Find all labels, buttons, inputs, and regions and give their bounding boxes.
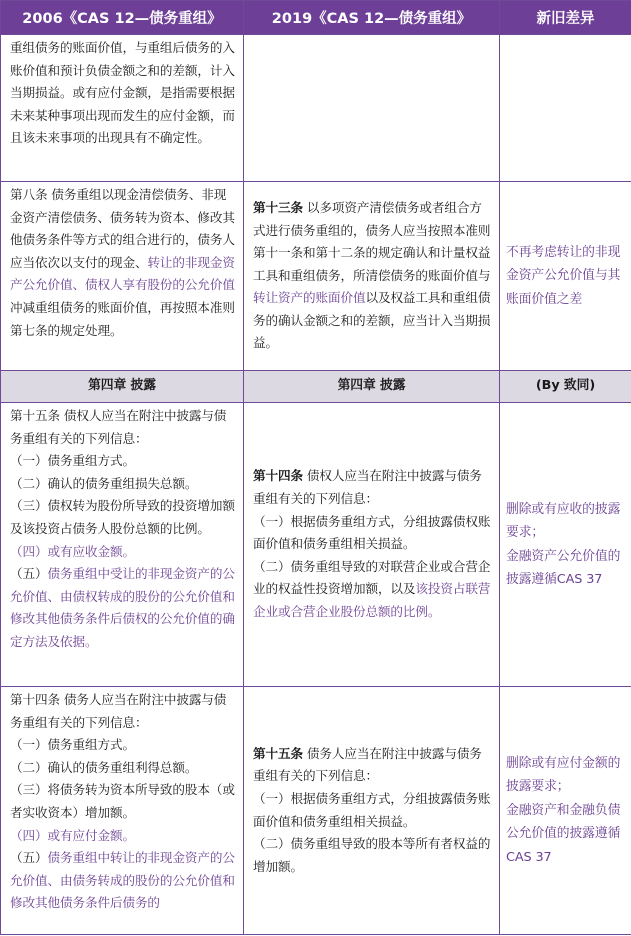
- old-cell: [1, 182, 244, 371]
- old-line: （三）债权转为股份所导致的投资增加额及该投资占债务人股份总额的比例。: [10, 498, 235, 536]
- table-row: [1, 182, 631, 371]
- old-line-highlight: （四）或有应收金额。: [10, 543, 135, 559]
- new-text: 债权人应当在附注中披露与债务重组有关的下列信息：: [253, 468, 482, 507]
- old-highlight: 转让的非现金资产公允价值、债权人享有股份的公允价值: [10, 254, 235, 293]
- new-text: 以多项资产清偿债务或者组合方式进行债务重组的，债务人应当按照本准则第十一条和第十二条的规定确认和计量权益工具和重组债务，所清偿债务的账面价值与: [253, 199, 491, 283]
- diff-text: 不再考虑转让的非现金资产公允价值与其账面价值之差: [506, 244, 621, 307]
- old-cell: [1, 403, 244, 687]
- new-line: （二）债务重组导致的股本等所有者权益的增加额。: [253, 836, 491, 874]
- new-cell: [244, 403, 500, 687]
- old-line: （二）确认的债务重组损失总额。: [10, 475, 198, 491]
- header-old-standard: 2006《CAS 12—债务重组》: [1, 1, 244, 35]
- new-cell: [244, 687, 500, 935]
- diff-text: 金融资产和金融负债公允价值的披露遵循CAS 37: [506, 802, 621, 865]
- header-row: [1, 1, 631, 35]
- old-line: 第十四条 债务人应当在附注中披露与债务重组有关的下列信息：: [10, 692, 227, 730]
- table-row: [1, 403, 631, 687]
- old-line-prefix: （五）: [10, 850, 48, 866]
- diff-cell: [500, 182, 631, 371]
- diff-cell: [500, 403, 631, 687]
- old-line-highlight: 债务重组中转让的非现金资产的公允价值、由债务转成的股份的公允价值和修改其他债务条件后债务的: [10, 850, 235, 911]
- old-line: （三）将债务转为资本所导致的股本（或者实收资本）增加额。: [10, 782, 235, 820]
- section-credit: (By 致同): [500, 371, 631, 403]
- old-cell: [1, 687, 244, 935]
- diff-cell: [500, 35, 631, 182]
- old-line: 第十五条 债权人应当在附注中披露与债务重组有关的下列信息：: [10, 408, 227, 446]
- new-line: （一）根据债务重组方式，分组披露债务账面价值和债务重组相关损益。: [253, 790, 491, 829]
- section-row: [1, 371, 631, 403]
- old-line: （一）债务重组方式。: [10, 453, 135, 469]
- new-cell: [244, 35, 500, 182]
- diff-text: 删除或有应收的披露要求；: [506, 501, 621, 540]
- header-differences: 新旧差异: [500, 1, 631, 35]
- new-text: （二）债务重组导致的对联营企业或合营企业的权益性投资增加额，以及: [253, 558, 491, 597]
- new-line: （一）根据债务重组方式，分组披露债权账面价值和债务重组相关损益。: [253, 513, 491, 552]
- article-number: 第十四条: [253, 468, 303, 484]
- article-number: 第十三条: [253, 199, 303, 215]
- old-cell: [1, 35, 244, 182]
- table-row: [1, 35, 631, 182]
- article-number: 第十五条: [253, 745, 303, 761]
- old-line-prefix: （五）: [10, 566, 48, 582]
- old-line-highlight: 债务重组中受让的非现金资产的公允价值、由债权转成的股份的公允价值和修改其他债务条件后债权的公允价值的确定方法及依据。: [10, 566, 235, 649]
- diff-cell: [500, 687, 631, 935]
- old-text: 第八条 债务重组以现金清偿债务、非现金资产清偿债务、债务转为资本、修改其他债务条件等方式的组合进行的，债务人应当依次以支付的现金、: [10, 187, 235, 270]
- new-highlight: 转让资产的账面价值: [253, 290, 366, 306]
- diff-text: 删除或有应付金额的披露要求；: [506, 755, 621, 795]
- section-old: 第四章 披露: [1, 371, 244, 403]
- old-line-highlight: （四）或有应付金额。: [10, 827, 135, 843]
- new-text: 以及权益工具和重组债务的确认金额之和的差额，应当计入当期损益。: [253, 290, 491, 351]
- header-new-standard: 2019《CAS 12—债务重组》: [244, 1, 500, 35]
- section-new: 第四章 披露: [244, 371, 500, 403]
- old-text: 冲减重组债务的账面价值，再按照本准则第七条的规定处理。: [10, 299, 235, 338]
- new-text: 债务人应当在附注中披露与债务重组有关的下列信息：: [253, 745, 482, 784]
- new-highlight: 该投资占联营企业或合营企业股份总额的比例。: [253, 581, 491, 619]
- new-cell: [244, 182, 500, 371]
- table-row: [1, 687, 631, 935]
- diff-text: 金融资产公允价值的披露遵循CAS 37: [506, 548, 621, 587]
- old-line: （二）确认的债务重组利得总额。: [10, 759, 198, 775]
- old-text: 重组债务的账面价值，与重组后债务的入账价值和预计负债金额之和的差额，计入当期损益。或有应付金额，是指需要根据未来某种事项出现而发生的应付金额，而且该未来事项的出现具有不确定性。: [10, 40, 235, 146]
- old-line: （一）债务重组方式。: [10, 737, 135, 753]
